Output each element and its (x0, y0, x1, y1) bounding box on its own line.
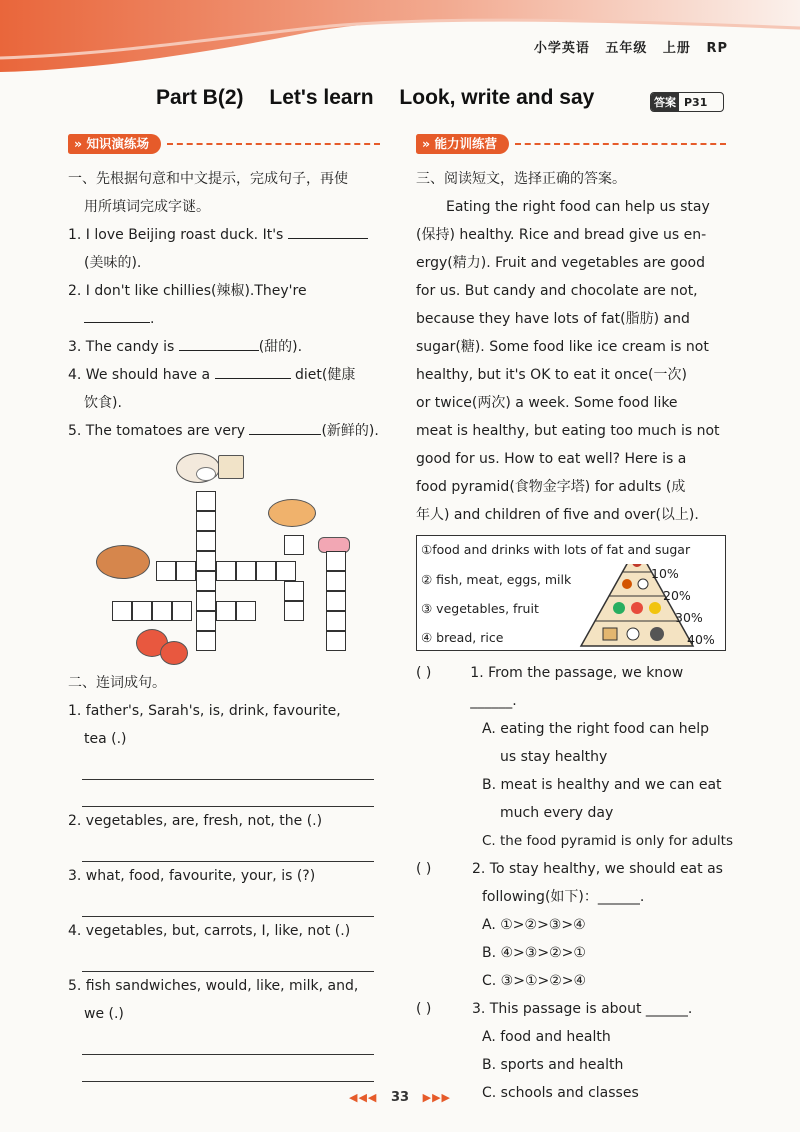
pyramid-percent-2: 20% (663, 588, 691, 603)
passage-line: food pyramid(食物金字塔) for adults (成 (416, 479, 686, 495)
crossword-cell[interactable] (326, 631, 346, 651)
q2-item-5: 5. fish sandwiches, would, like, milk, and, (68, 978, 359, 994)
q2-item-1-cont: tea (.) (84, 731, 127, 747)
crossword-cell[interactable] (284, 535, 304, 555)
answer-line[interactable] (82, 890, 374, 917)
crossword-cell[interactable] (152, 601, 172, 621)
header-edition: RP (706, 41, 728, 56)
q2-item-5-cont: we (.) (84, 1006, 124, 1022)
header-grade: 五年级 (605, 41, 648, 56)
pyramid-label-1: ①food and drinks with lots of fat and sugar (421, 536, 690, 564)
food-pyramid-figure (416, 535, 726, 651)
question-stem-cont: following(如下)：______. (482, 889, 645, 905)
mc-question-1 (416, 659, 726, 715)
dashed-divider (515, 143, 726, 145)
q2-item-4: 4. vegetables, but, carrots, I, like, not (.) (68, 923, 351, 939)
header-meta (524, 37, 728, 56)
answer-line[interactable] (82, 1055, 374, 1082)
q1-item-1: 1. I love Beijing roast duck. It's (68, 221, 380, 249)
crossword-cell[interactable] (172, 601, 192, 621)
right-column (416, 131, 733, 1107)
header-subject: 小学英语 (533, 41, 590, 56)
answer-label: 答案 (651, 93, 679, 111)
answer-paren[interactable]: ( ) (416, 1001, 432, 1017)
q2-item-2: 2. vegetables, are, fresh, not, the (.) (68, 813, 323, 829)
q1-item-2-cont: . (68, 305, 380, 333)
crossword-cell[interactable] (196, 531, 216, 551)
passage-line: sugar(糖). Some food like ice cream is not (416, 339, 709, 355)
pyramid-percent-3: 30% (675, 610, 703, 625)
crossword-puzzle (68, 453, 380, 663)
double-arrow-icon: » (422, 136, 435, 151)
left-column (68, 131, 380, 1082)
reading-passage (416, 193, 726, 529)
option[interactable]: B. meat is healthy and we can eat (482, 777, 722, 793)
q1-heading-2: 用所填词完成字谜。 (84, 199, 210, 215)
tomato-icon (160, 641, 188, 665)
milk-carton-icon (218, 455, 244, 479)
fried-fish-icon (268, 499, 316, 527)
crossword-cell[interactable] (276, 561, 296, 581)
header-volume: 上册 (662, 41, 691, 56)
left-arrows-icon: ◀◀◀ (348, 1091, 378, 1104)
crossword-cell[interactable] (236, 601, 256, 621)
passage-line: because they have lots of fat(脂肪) and (416, 311, 690, 327)
crossword-cell[interactable] (196, 571, 216, 591)
title-learn: Let's learn (269, 86, 374, 109)
section-tag-practice: » 知识演练场 (68, 134, 161, 154)
passage-line: for us. But candy and chocolate are not, (416, 283, 698, 299)
q1-item-4: 4. We should have a diet(健康 (68, 361, 380, 389)
q1-item-3: 3. The candy is (甜的). (68, 333, 380, 361)
crossword-cell[interactable] (216, 561, 236, 581)
crossword-cell[interactable] (326, 551, 346, 571)
crossword-cell[interactable] (156, 561, 176, 581)
passage-line: or twice(两次) a week. Some food like (416, 395, 678, 411)
q1-item-5: 5. The tomatoes are very (新鲜的). (68, 417, 380, 445)
answer-paren[interactable]: ( ) (416, 861, 432, 877)
option[interactable]: B. sports and health (482, 1057, 624, 1073)
double-arrow-icon: » (74, 136, 87, 151)
answer-blank[interactable] (249, 418, 321, 435)
crossword-cell[interactable] (112, 601, 132, 621)
option[interactable]: B. ④>③>②>① (482, 945, 586, 961)
option[interactable]: A. food and health (482, 1029, 611, 1045)
question-stem: 3. This passage is about ______. (472, 1001, 693, 1017)
passage-line: Eating the right food can help us stay (446, 199, 710, 215)
dashed-divider (167, 143, 380, 145)
passage-line: (保持) healthy. Rice and bread give us en- (416, 227, 707, 243)
pyramid-percent-4: 40% (687, 632, 715, 647)
page-footer (0, 1090, 800, 1105)
answer-blank[interactable] (84, 306, 150, 323)
option[interactable]: A. ①>②>③>④ (482, 917, 586, 933)
option[interactable]: C. schools and classes (482, 1085, 639, 1101)
crossword-cell[interactable] (196, 491, 216, 511)
title-part: Part B(2) (156, 86, 244, 109)
crossword-cell[interactable] (256, 561, 276, 581)
answer-line[interactable] (82, 1028, 374, 1055)
crossword-cell[interactable] (176, 561, 196, 581)
q2-item-1: 1. father's, Sarah's, is, drink, favourite, (68, 703, 341, 719)
crossword-cell[interactable] (196, 511, 216, 531)
section-head-skills (416, 131, 726, 157)
q3-heading: 三、阅读短文，选择正确的答案。 (416, 171, 626, 187)
pyramid-label-3: ③ vegetables, fruit (421, 601, 539, 616)
title-say: Look, write and say (399, 86, 595, 109)
q1-item-4-cont: 饮食). (84, 395, 122, 411)
question-stem: 2. To stay healthy, we should eat as (472, 861, 723, 877)
option-cont: us stay healthy (500, 749, 608, 765)
q1-item-2: 2. I don't like chillies(辣椒).They're (68, 283, 307, 299)
passage-line: 年人) and children of five and over(以上). (416, 507, 699, 523)
q2-item-3: 3. what, food, favourite, your, is (?) (68, 868, 316, 884)
crossword-cell[interactable] (326, 611, 346, 631)
crossword-cell[interactable] (196, 631, 216, 651)
answer-blank[interactable] (179, 334, 259, 351)
q1-item-1-cont: (美味的). (84, 255, 142, 271)
answer-page-tag (650, 92, 724, 112)
pyramid-label-2: ② fish, meat, eggs, milk (421, 572, 572, 587)
option[interactable]: C. the food pyramid is only for adults (482, 833, 733, 849)
option[interactable]: C. ③>①>②>④ (482, 973, 587, 989)
passage-line: ergy(精力). Fruit and vegetables are good (416, 255, 705, 271)
passage-line: meat is healthy, but eating too much is not (416, 423, 720, 439)
answer-line[interactable] (82, 835, 374, 862)
right-arrows-icon: ▶▶▶ (422, 1091, 452, 1104)
answer-blank[interactable] (288, 222, 368, 239)
answer-page: P31 (684, 95, 708, 109)
answer-line[interactable] (82, 945, 374, 972)
crossword-cell[interactable] (216, 601, 236, 621)
passage-line: good for us. How to eat well? Here is a (416, 451, 687, 467)
question-stem: 1. From the passage, we know ______. (470, 665, 684, 709)
mc-question-2 (416, 855, 726, 883)
answer-blank[interactable] (215, 362, 291, 379)
egg-icon (196, 467, 216, 481)
section-head-practice (68, 131, 380, 157)
roast-duck-icon (96, 545, 150, 579)
passage-line: healthy, but it's OK to eat it once(一次) (416, 367, 687, 383)
crossword-cell[interactable] (284, 601, 304, 621)
pyramid-percent-1: 10% (651, 566, 679, 581)
section-tag-skills: » 能力训练营 (416, 134, 509, 154)
crossword-cell[interactable] (196, 611, 216, 631)
crossword-cell[interactable] (326, 591, 346, 611)
answer-paren[interactable]: ( ) (416, 665, 432, 681)
q2-heading: 二、连词成句。 (68, 675, 166, 691)
page-title (156, 86, 614, 110)
answer-line[interactable] (82, 753, 374, 780)
option-cont: much every day (500, 805, 614, 821)
page-number: 33 (390, 1090, 410, 1105)
crossword-cell[interactable] (196, 551, 216, 571)
crossword-cell[interactable] (196, 591, 216, 611)
answer-line[interactable] (82, 780, 374, 807)
q1-heading: 一、先根据句意和中文提示，完成句子，再使 (68, 171, 348, 187)
crossword-cell[interactable] (284, 581, 304, 601)
crossword-cell[interactable] (326, 571, 346, 591)
crossword-cell[interactable] (132, 601, 152, 621)
pyramid-label-4: ④ bread, rice (421, 630, 504, 645)
mc-question-3 (416, 995, 726, 1023)
option[interactable]: A. eating the right food can help (482, 721, 710, 737)
crossword-cell[interactable] (236, 561, 256, 581)
